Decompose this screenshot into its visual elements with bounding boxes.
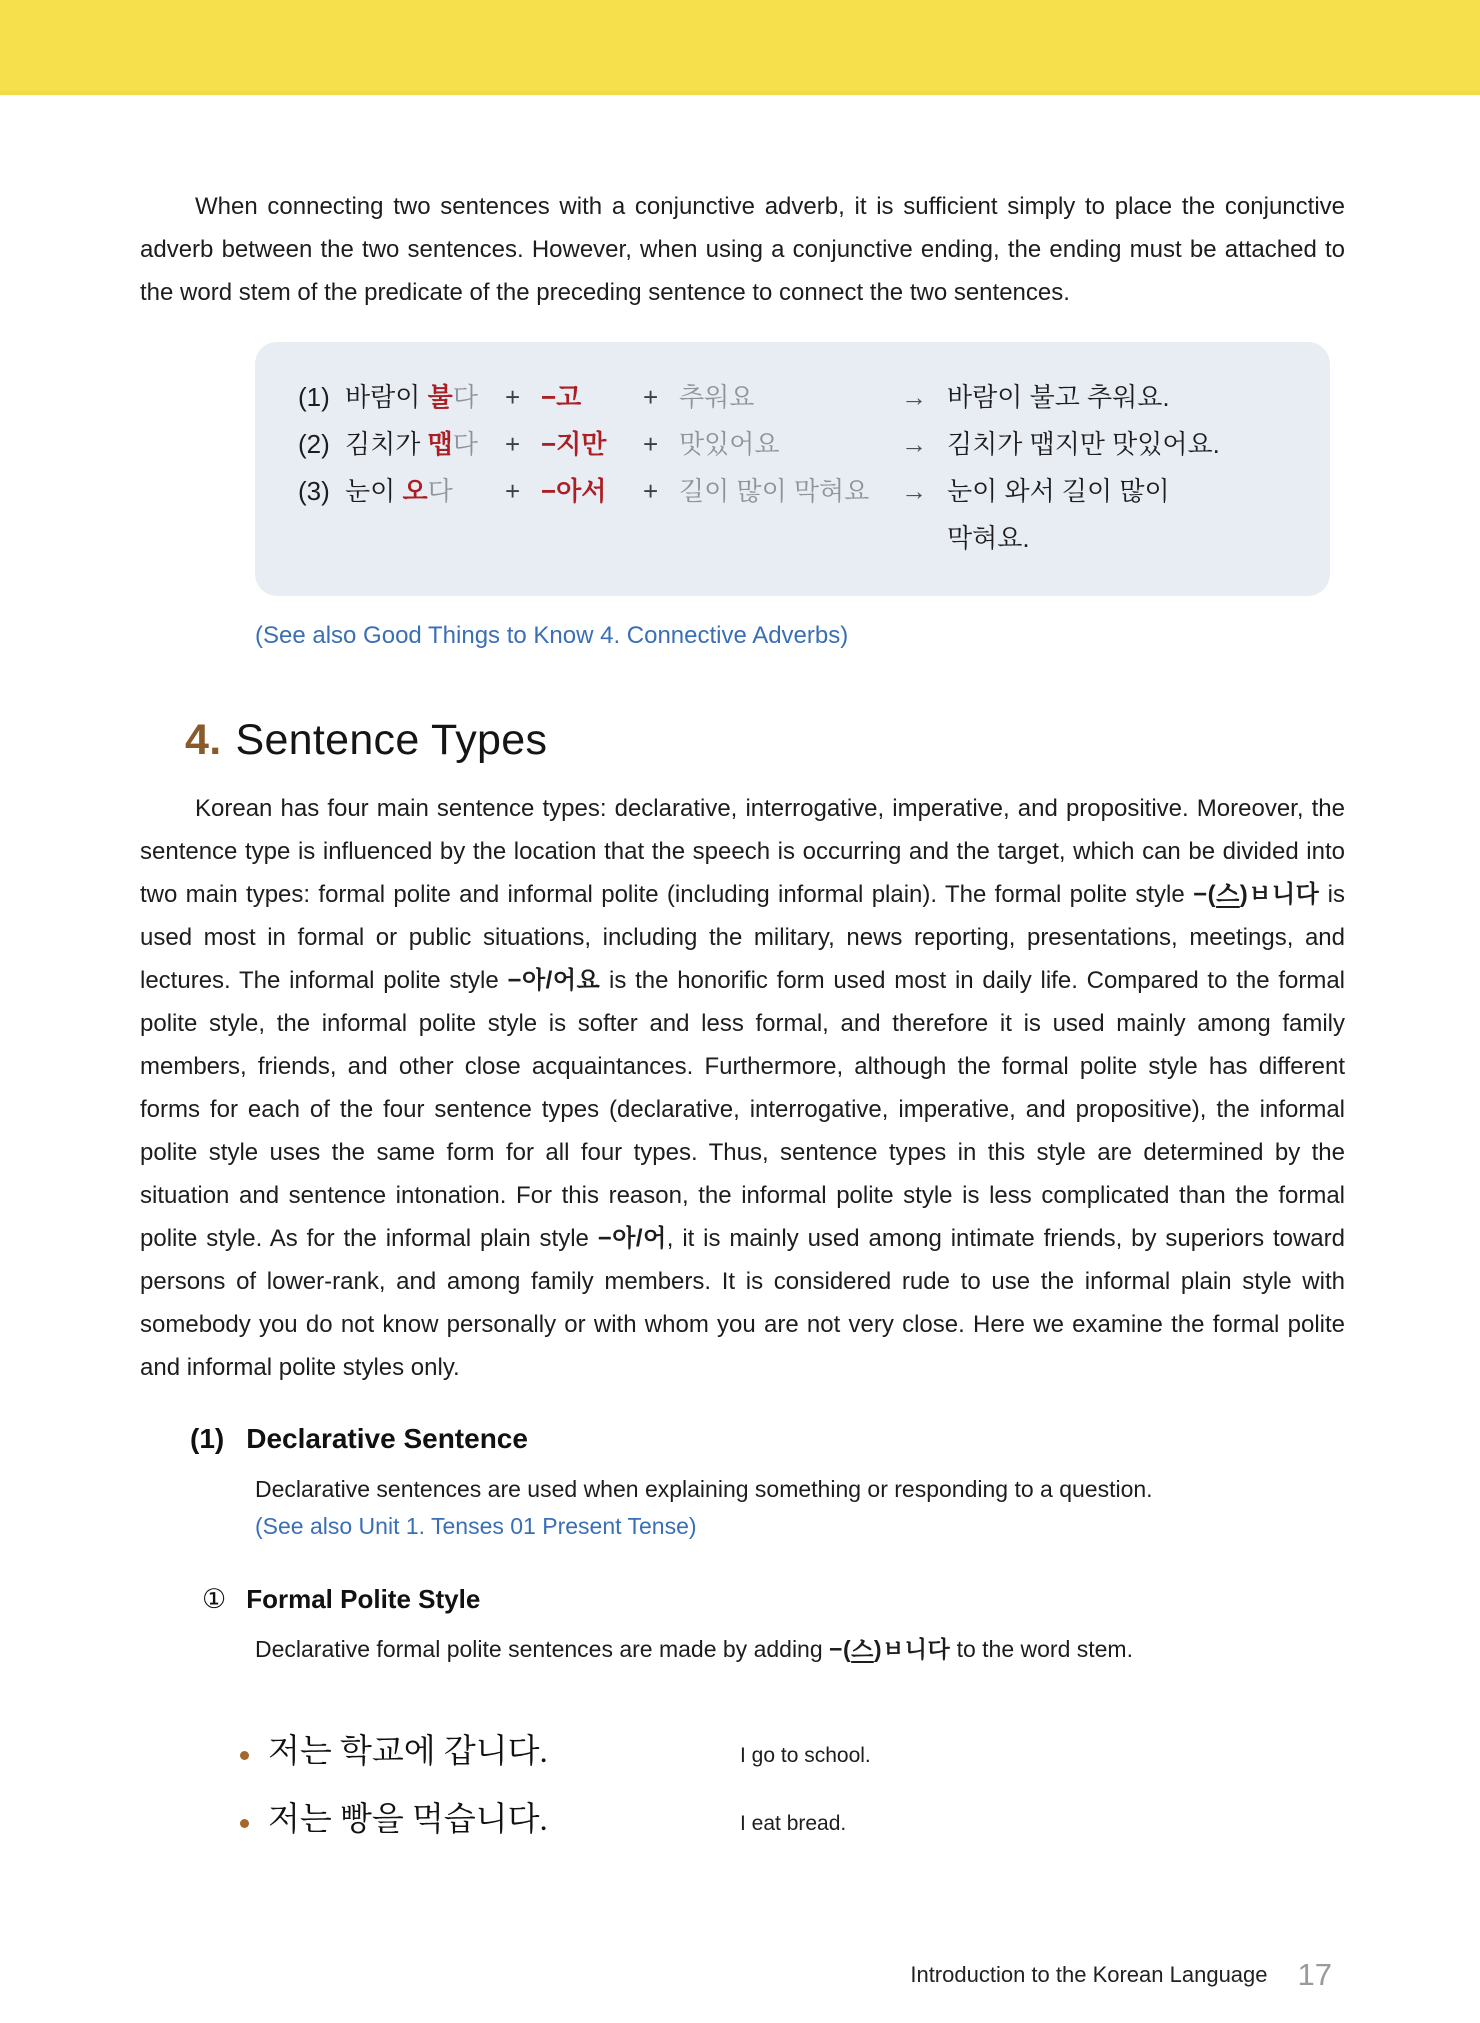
example-da-suffix: 다 (427, 476, 453, 506)
body-segment: Declarative formal polite sentences are made by adding (255, 1636, 830, 1662)
subsection-title: Declarative Sentence (246, 1423, 528, 1454)
example-da-suffix: 다 (452, 382, 478, 412)
example-row (298, 468, 1330, 562)
pattern-text: )ㅂ니다 (873, 1636, 951, 1662)
pattern-text: −( (829, 1636, 852, 1662)
list-item (240, 1725, 1345, 1793)
example-result-line2: 막혀요. (947, 523, 1030, 553)
example-base-clause (345, 374, 505, 421)
section-number: 4. (185, 716, 222, 764)
example-number: (3) (298, 476, 330, 506)
example-result: 바람이 불고 추워요. (947, 382, 1170, 412)
korean-pattern-sumnida (829, 1636, 950, 1662)
formal-polite-body-text (255, 1629, 1345, 1669)
korean-pattern-sumnida (1193, 881, 1319, 908)
list-item (240, 1793, 1345, 1861)
conjunctive-ending: −아서 (541, 476, 607, 506)
conjunctive-ending: −고 (541, 382, 582, 412)
conjunction-example-box (255, 342, 1330, 596)
paragraph-segment: is the honorific form used most in daily life. Compared to the formal polite style, the informal polite style is softer and less formal, and therefore it is used mainly among family members, friends, and other close acquaintances. Furthermore, although the formal polite style has different forms for each of the four sentence types (declarative, interrogative, imperative, and propositive), the informal polite style uses the same form for all four types. Thus, sentence types in this style are determined by the situation and sentence intonation. For this reason, the informal polite style is less complicated than the formal polite style. As for the informal plain style (140, 967, 1345, 1252)
example-number: (2) (298, 429, 330, 459)
pattern-text: −( (1193, 881, 1217, 908)
declarative-body-text: Declarative sentences are used when explaining something or responding to a question. (255, 1476, 1153, 1502)
paragraph-segment: , it is mainly used among intimate friends, by superiors toward persons of lower-rank, and among family members. It is considered rude to use the informal plain style with somebody you do not know personally or with whom you are not very close. Here we examine the formal polite and informal polite styles only. (140, 1225, 1345, 1381)
example-result-line1: 눈이 와서 길이 많이 (947, 476, 1170, 506)
pattern-underlined: 스 (1216, 881, 1240, 908)
body-segment: to the word stem. (950, 1636, 1133, 1662)
section-title: Sentence Types (235, 716, 548, 764)
example-verb-stem: 오 (402, 476, 428, 506)
example-base-clause (345, 421, 505, 468)
example-da-suffix: 다 (452, 429, 478, 459)
english-translation: I eat bread. (740, 1812, 847, 1835)
example-row (298, 421, 1330, 468)
example-verb-stem: 불 (427, 382, 453, 412)
paragraph-segment: is used most in formal or public situations, including the military, news reporting, presentations, meetings, and lectures. The informal polite style (140, 881, 1345, 994)
conjunctive-ending: −지만 (541, 429, 607, 459)
pattern-underlined: 스 (851, 1636, 874, 1662)
example-subject: 눈이 (345, 476, 403, 506)
bullet-icon (240, 1751, 249, 1760)
sentence-types-paragraph (140, 787, 1345, 1389)
declarative-sentence-heading (190, 1423, 1345, 1455)
korean-example-sentence: 저는 빵을 먹습니다. (268, 1802, 548, 1838)
page-top-yellow-band (0, 0, 1480, 95)
arrow-icon: → (901, 382, 927, 412)
korean-pattern-aeo: −아/어 (597, 1225, 667, 1252)
arrow-icon: → (901, 429, 927, 459)
example-number: (1) (298, 382, 330, 412)
korean-example-sentence: 저는 학교에 갑니다. (268, 1734, 548, 1770)
pattern-text: )ㅂ니다 (1239, 881, 1320, 908)
example-result: 김치가 맵지만 맛있어요. (947, 429, 1220, 459)
example-subject: 김치가 (345, 429, 428, 459)
paragraph-segment: Korean has four main sentence types: declarative, interrogative, imperative, and propositive. Moreover, the sentence type is influenced by the location that the speech is occurring and the target, which can be divided into two main types: formal polite and informal polite (including informal plain). The formal polite style (140, 795, 1345, 908)
page-number: 17 (1297, 1957, 1332, 1992)
sentence-examples-list (240, 1725, 1345, 1861)
see-also-link-present-tense[interactable]: (See also Unit 1. Tenses 01 Present Tense) (255, 1513, 697, 1539)
section-heading (185, 716, 1345, 765)
english-translation: I go to school. (740, 1744, 871, 1767)
footer-chapter-title: Introduction to the Korean Language (910, 1962, 1268, 1987)
korean-pattern-ayeoyo: −아/어요 (507, 967, 601, 994)
plus-sign: + (643, 382, 659, 412)
bullet-icon (240, 1819, 249, 1828)
plus-sign: + (505, 476, 521, 506)
circled-one-marker: ① (202, 1584, 227, 1614)
example-base-clause (345, 468, 505, 515)
page-footer (910, 1957, 1332, 1993)
arrow-icon: → (901, 476, 927, 506)
see-also-link-connective-adverbs[interactable]: (See also Good Things to Know 4. Connective Adverbs) (255, 622, 849, 649)
intro-paragraph: When connecting two sentences with a conjunctive adverb, it is sufficient simply to place the conjunctive adverb between the two sentences. However, when using a conjunctive ending, the ending must be attached to the word stem of the predicate of the preceding sentence to connect the two sentences. (140, 193, 1345, 306)
example-second-clause: 길이 많이 막혀요 (679, 476, 870, 506)
example-second-clause: 추워요 (679, 382, 755, 412)
formal-polite-title: Formal Polite Style (246, 1584, 481, 1614)
subsection-number: (1) (190, 1423, 225, 1454)
plus-sign: + (643, 476, 659, 506)
example-result (947, 468, 1170, 562)
example-subject: 바람이 (345, 382, 428, 412)
example-row (298, 374, 1330, 421)
example-second-clause: 맛있어요 (679, 429, 780, 459)
page-content (0, 95, 1480, 1861)
plus-sign: + (505, 429, 521, 459)
plus-sign: + (505, 382, 521, 412)
plus-sign: + (643, 429, 659, 459)
formal-polite-style-heading (202, 1584, 1345, 1615)
example-verb-stem: 맵 (427, 429, 453, 459)
